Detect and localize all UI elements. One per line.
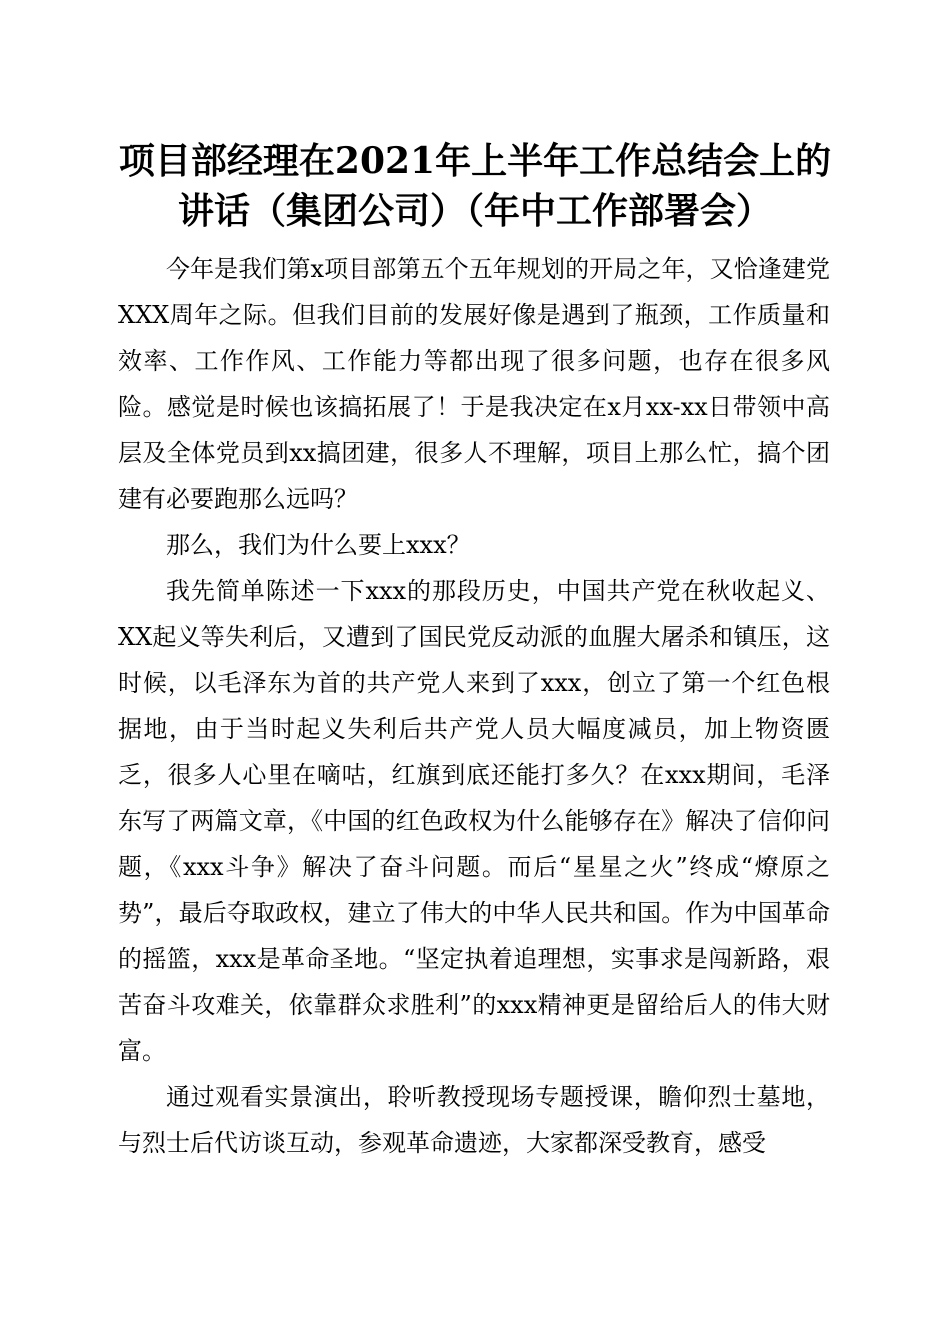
- document-body: [118, 246, 830, 1166]
- title-line-2: 讲话（集团公司）（年中工作部署会）: [177, 190, 772, 232]
- title-line-1: 项目部经理在2021年上半年工作总结会上的: [118, 140, 832, 182]
- paragraph: 我先简单陈述一下xxx的那段历史，中国共产党在秋收起义、XX起义等失利后，又遭到了国民党反动派的血腥大屠杀和镇压，这时候，以毛泽东为首的共产党人来到了xxx，创立了第一个红色根据地，由于当时起义失利后共产党人员大幅度减员，加上物资匮乏，很多人心里在嘀咕，红旗到底还能打多久？在xxx期间，毛泽东写了两篇文章，《中国的红色政权为什么能够存在》解决了信仰问题，《xxx斗争》解决了奋斗问题。而后“星星之火”终成“燎原之势”，最后夺取政权，建立了伟大的中华人民共和国。作为中国革命的摇篮，xxx是革命圣地。“坚定执着追理想，实事求是闯新路，艰苦奋斗攻难关，依靠群众求胜利”的xxx精神更是留给后人的伟大财富。: [118, 577, 830, 1065]
- paragraph: 那么，我们为什么要上xxx？: [166, 531, 471, 559]
- document-title: [60, 136, 890, 236]
- paragraph: 今年是我们第x项目部第五个五年规划的开局之年，又恰逢建党XXX周年之际。但我们目前的发展好像是遇到了瓶颈，工作质量和效率、工作作风、工作能力等都出现了很多问题，也存在很多风险。感觉是时候也该搞拓展了！于是我决定在x月xx-xx日带领中高层及全体党员到xx搞团建，很多人不理解，项目上那么忙，搞个团建有必要跑那么远吗？: [118, 255, 830, 513]
- paragraph: 通过观看实景演出，聆听教授现场专题授课，瞻仰烈士墓地，与烈士后代访谈互动，参观革命遗迹，大家都深受教育，感受: [118, 1083, 830, 1157]
